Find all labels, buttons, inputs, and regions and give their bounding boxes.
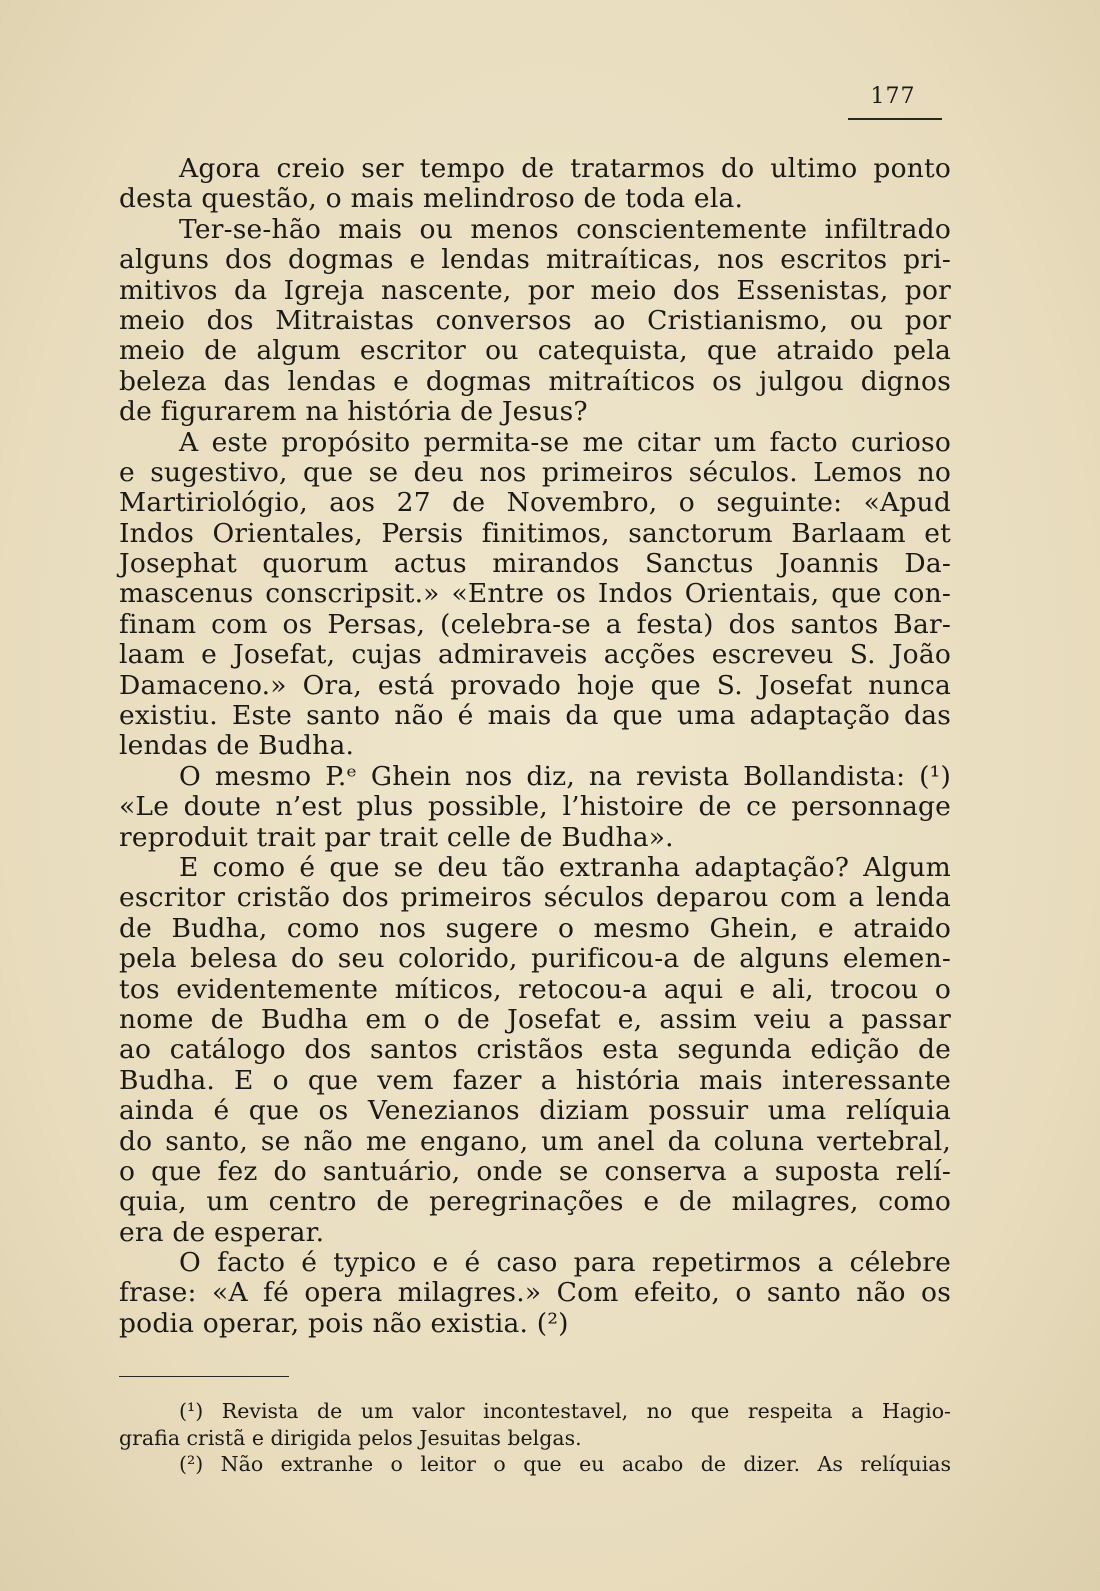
header-rule bbox=[848, 118, 942, 120]
text-line: do santo, se não me engano, um anel da coluna vertebral, bbox=[119, 1125, 951, 1157]
text-line: Ter-se-hão mais ou menos conscientemente infiltrado bbox=[179, 213, 951, 245]
text-line: e sugestivo, que se deu nos primeiros séculos. Lemos no bbox=[119, 456, 951, 488]
text-line: escritor cristão dos primeiros séculos deparou com a lenda bbox=[119, 882, 951, 914]
text-line: finam com os Persas, (celebra-se a festa) dos santos Bar- bbox=[119, 608, 951, 640]
text-line: O facto é typico e é caso para repetirmos a célebre bbox=[179, 1247, 951, 1279]
text-line: Indos Orientales, Persis finitimos, sanctorum Barlaam et bbox=[119, 517, 951, 549]
text-line: meio dos Mitraistas conversos ao Cristianismo, ou por bbox=[119, 304, 951, 336]
text-line: o que fez do santuário, onde se conserva a suposta relí- bbox=[119, 1155, 951, 1187]
text-line: A este propósito permita-se me citar um facto curioso bbox=[179, 426, 951, 458]
text-line: Damaceno.» Ora, está provado hoje que S. Josefat nunca bbox=[119, 669, 951, 701]
text-line: Budha. E o que vem fazer a história mais interessante bbox=[119, 1064, 951, 1096]
text-line: podia operar, pois não existia. (²) bbox=[119, 1307, 569, 1339]
text-line: de Budha, como nos sugere o mesmo Ghein, e atraido bbox=[119, 912, 951, 944]
text-line: O mesmo P.ᵉ Ghein nos diz, na revista Bollandista: (¹) bbox=[179, 760, 951, 792]
text-line: de figurarem na história de Jesus? bbox=[119, 396, 588, 428]
text-line: desta questão, o mais melindroso de toda ela. bbox=[119, 183, 744, 215]
text-line: tos evidentemente míticos, retocou-a aqui e ali, trocou o bbox=[119, 973, 951, 1005]
footnote-line: grafia cristã e dirigida pelos Jesuitas belgas. bbox=[119, 1425, 582, 1450]
text-line: E como é que se deu tão extranha adaptação? Algum bbox=[179, 851, 951, 883]
footnote-rule bbox=[119, 1376, 289, 1377]
text-line: quia, um centro de peregrinações e de milagres, como bbox=[119, 1186, 951, 1218]
footnotes bbox=[119, 1398, 951, 1478]
text-line: ao catálogo dos santos cristãos esta segunda edição de bbox=[119, 1034, 951, 1066]
text-line: pela belesa do seu colorido, purificou-a de alguns elemen- bbox=[119, 943, 951, 975]
text-line: meio de algum escritor ou catequista, que atraido pela bbox=[119, 335, 951, 367]
text-line: mitivos da Igreja nascente, por meio dos Essenistas, por bbox=[119, 274, 951, 306]
text-line: Martiriológio, aos 27 de Novembro, o seguinte: «Apud bbox=[119, 487, 951, 519]
footnote-line: (¹) Revista de um valor incontestavel, no que respeita a Hagio- bbox=[179, 1399, 951, 1423]
text-line: mascenus conscripsit.» «Entre os Indos Orientais, que con- bbox=[119, 578, 951, 610]
footnote-line: (²) Não extranhe o leitor o que eu acabo de dizer. As relíquias bbox=[179, 1452, 951, 1476]
page-number: 177 bbox=[870, 84, 916, 109]
text-line: alguns dos dogmas e lendas mitraíticas, nos escritos pri- bbox=[119, 244, 951, 276]
text-line: lendas de Budha. bbox=[119, 730, 355, 762]
text-line: frase: «A fé opera milagres.» Com efeito, o santo não os bbox=[119, 1277, 951, 1309]
text-line: «Le doute n’est plus possible, l’histoire de ce personnage bbox=[119, 791, 951, 823]
text-line: Agora creio ser tempo de tratarmos do ultimo ponto bbox=[179, 153, 951, 184]
body-text bbox=[119, 154, 951, 1339]
text-line: existiu. Este santo não é mais da que uma adaptação das bbox=[119, 700, 951, 732]
text-line: Josephat quorum actus mirandos Sanctus Joannis Da- bbox=[119, 548, 951, 580]
text-line: beleza das lendas e dogmas mitraíticos os julgou dignos bbox=[119, 365, 951, 397]
text-line: nome de Budha em o de Josefat e, assim veiu a passar bbox=[119, 1003, 951, 1035]
text-line: ainda é que os Venezianos diziam possuir uma relíquia bbox=[119, 1095, 951, 1127]
text-line: laam e Josefat, cujas admiraveis acções escreveu S. João bbox=[119, 639, 951, 671]
text-line: reproduit trait par trait celle de Budha». bbox=[119, 821, 674, 853]
text-line: era de esperar. bbox=[119, 1216, 325, 1248]
